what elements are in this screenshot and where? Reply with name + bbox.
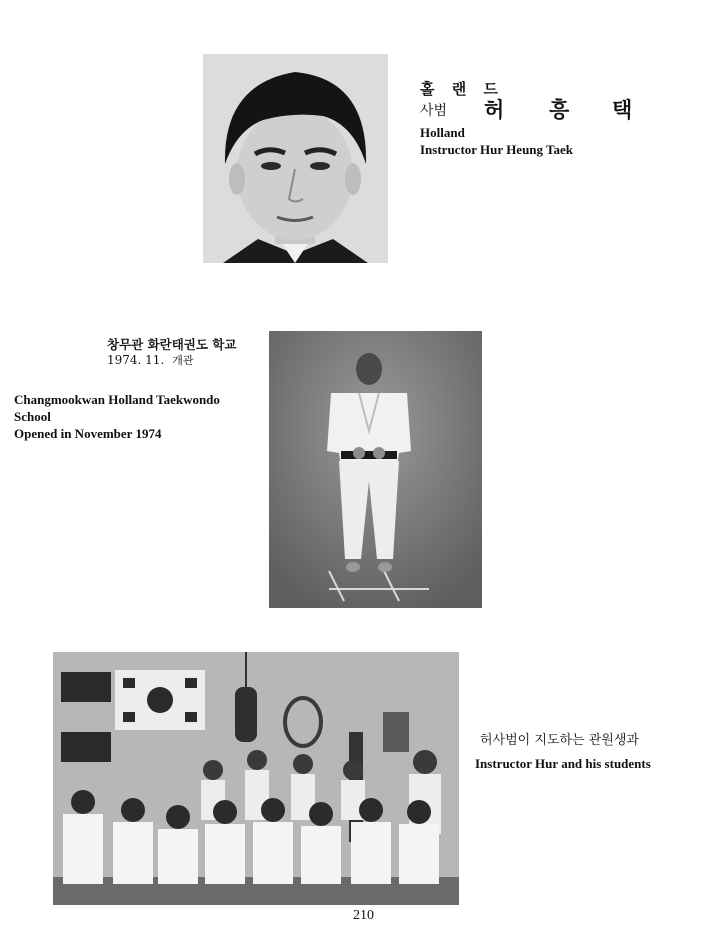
school-en-line2: School bbox=[14, 409, 51, 424]
standing-student-illustration bbox=[269, 331, 482, 608]
portrait-photo bbox=[203, 54, 388, 263]
group-illustration bbox=[53, 652, 459, 905]
instructor-en: Instructor Hur Heung Taek bbox=[420, 142, 574, 157]
country-ko: 홀 랜 드 bbox=[420, 80, 504, 98]
caption-ko: 허사범이 지도하는 관원생과 bbox=[480, 733, 639, 748]
country-en: Holland bbox=[420, 125, 465, 140]
school-en-line1: Changmookwan Holland Taekwondo bbox=[14, 392, 220, 407]
name-ko-2: 흥 bbox=[549, 98, 570, 122]
page-number: 210 bbox=[353, 908, 374, 923]
punching-bag-icon bbox=[235, 687, 257, 742]
school-ko: 창무관 화란태권도 학교 bbox=[107, 337, 237, 352]
name-ko-3: 택 bbox=[612, 98, 633, 122]
standing-student-photo bbox=[269, 331, 482, 608]
opened-ko bbox=[107, 351, 194, 369]
title-ko: 사범 bbox=[420, 103, 448, 119]
name-ko-1: 허 bbox=[484, 98, 505, 122]
opened-ko-date: 1974. 11. bbox=[107, 353, 165, 367]
portrait-illustration bbox=[203, 54, 388, 263]
opened-ko-word: 개관 bbox=[172, 354, 194, 367]
caption-en: Instructor Hur and his students bbox=[475, 756, 651, 771]
opened-en: Opened in November 1974 bbox=[14, 426, 162, 441]
group-photo bbox=[53, 652, 459, 905]
